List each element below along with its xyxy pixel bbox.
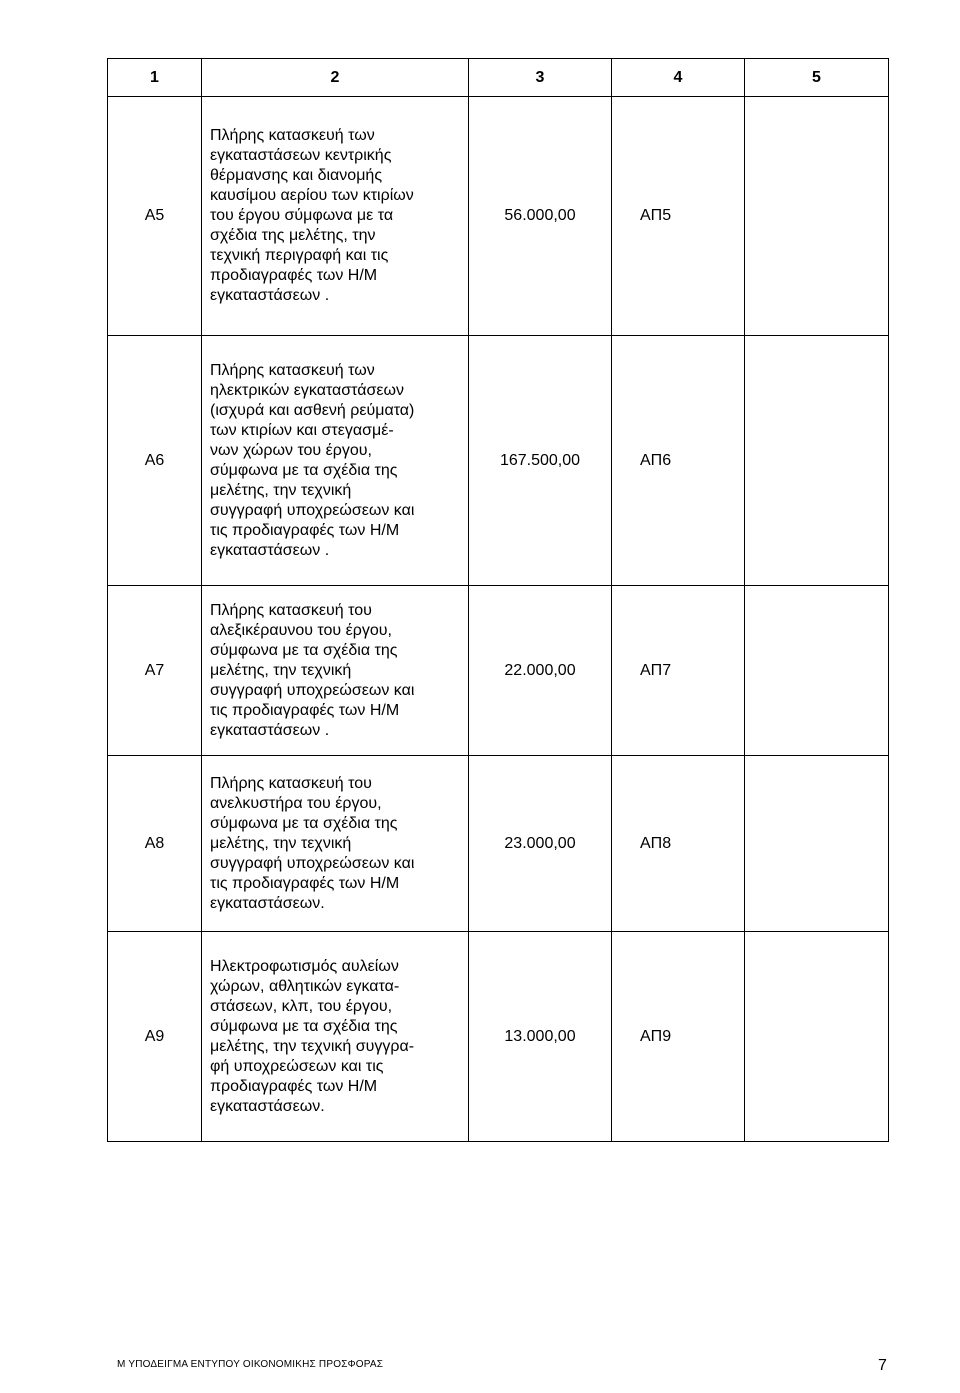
item-amount: 22.000,00: [469, 586, 612, 756]
table-row: [108, 932, 889, 1142]
column-header: 3: [469, 59, 612, 97]
item-code: Α8: [108, 756, 202, 932]
item-description: Πλήρης κατασκευή των ηλεκτρικών εγκαταστάσεων (ισχυρά και ασθενή ρεύματα) των κτιρίων και στεγασμέ- νων χώρων του έργου, σύμφωνα με τα σχέδια της μελέτης, την τεχνική συγγραφή υποχρεώσεων και τις προδιαγραφές των Η/Μ εγκαταστάσεων .: [210, 361, 415, 559]
table-row: [108, 97, 889, 336]
item-description-cell: [202, 97, 469, 336]
offer-table: [107, 58, 889, 1142]
column-header: 5: [745, 59, 889, 97]
item-extra: [745, 586, 889, 756]
page-number: 7: [878, 1357, 887, 1374]
table-row: [108, 756, 889, 932]
table-row: [108, 336, 889, 586]
item-extra: [745, 756, 889, 932]
item-reference: ΑΠ6: [612, 336, 745, 586]
item-description-cell: [202, 586, 469, 756]
item-amount: 23.000,00: [469, 756, 612, 932]
item-amount: 167.500,00: [469, 336, 612, 586]
item-description: Ηλεκτροφωτισμός αυλείων χώρων, αθλητικών εγκατα- στάσεων, κλπ, του έργου, σύμφωνα με τα σχέδια της μελέτης, την τεχνική συγγρα- φή υποχρεώσεων και τις προδιαγραφές των Η/Μ εγκαταστάσεων.: [210, 957, 415, 1115]
item-amount: 56.000,00: [469, 97, 612, 336]
item-extra: [745, 97, 889, 336]
item-code: Α9: [108, 932, 202, 1142]
item-reference: ΑΠ7: [612, 586, 745, 756]
item-amount: 13.000,00: [469, 932, 612, 1142]
column-header: 1: [108, 59, 202, 97]
item-reference: ΑΠ8: [612, 756, 745, 932]
table-row: [108, 586, 889, 756]
table-header-row: [108, 59, 889, 97]
item-code: Α6: [108, 336, 202, 586]
item-description: Πλήρης κατασκευή του αλεξικέραυνου του έργου, σύμφωνα με τα σχέδια της μελέτης, την τεχνική συγγραφή υποχρεώσεων και τις προδιαγραφές των Η/Μ εγκαταστάσεων .: [210, 601, 415, 739]
footer-title: Μ ΥΠΟΔΕΙΓΜΑ ΕΝΤΥΠΟΥ ΟΙΚΟΝΟΜΙΚΗΣ ΠΡΟΣΦΟΡΑΣ: [117, 1359, 384, 1370]
item-reference: ΑΠ9: [612, 932, 745, 1142]
item-description: Πλήρης κατασκευή των εγκαταστάσεων κεντρικής θέρμανσης και διανομής καυσίμου αερίου των κτιρίων του έργου σύμφωνα με τα σχέδια της μελέτης, την τεχνική περιγραφή και τις προδιαγραφές των Η/Μ εγκαταστάσεων .: [210, 127, 414, 304]
item-extra: [745, 336, 889, 586]
item-reference: ΑΠ5: [612, 97, 745, 336]
item-extra: [745, 932, 889, 1142]
item-description: Πλήρης κατασκευή του ανελκυστήρα του έργου, σύμφωνα με τα σχέδια της μελέτης, την τεχνική συγγραφή υποχρεώσεων και τις προδιαγραφές των Η/Μ εγκαταστάσεων.: [210, 774, 415, 912]
column-header: 2: [202, 59, 469, 97]
item-description-cell: [202, 336, 469, 586]
item-code: Α5: [108, 97, 202, 336]
item-description-cell: [202, 932, 469, 1142]
column-header: 4: [612, 59, 745, 97]
item-description-cell: [202, 756, 469, 932]
item-code: Α7: [108, 586, 202, 756]
